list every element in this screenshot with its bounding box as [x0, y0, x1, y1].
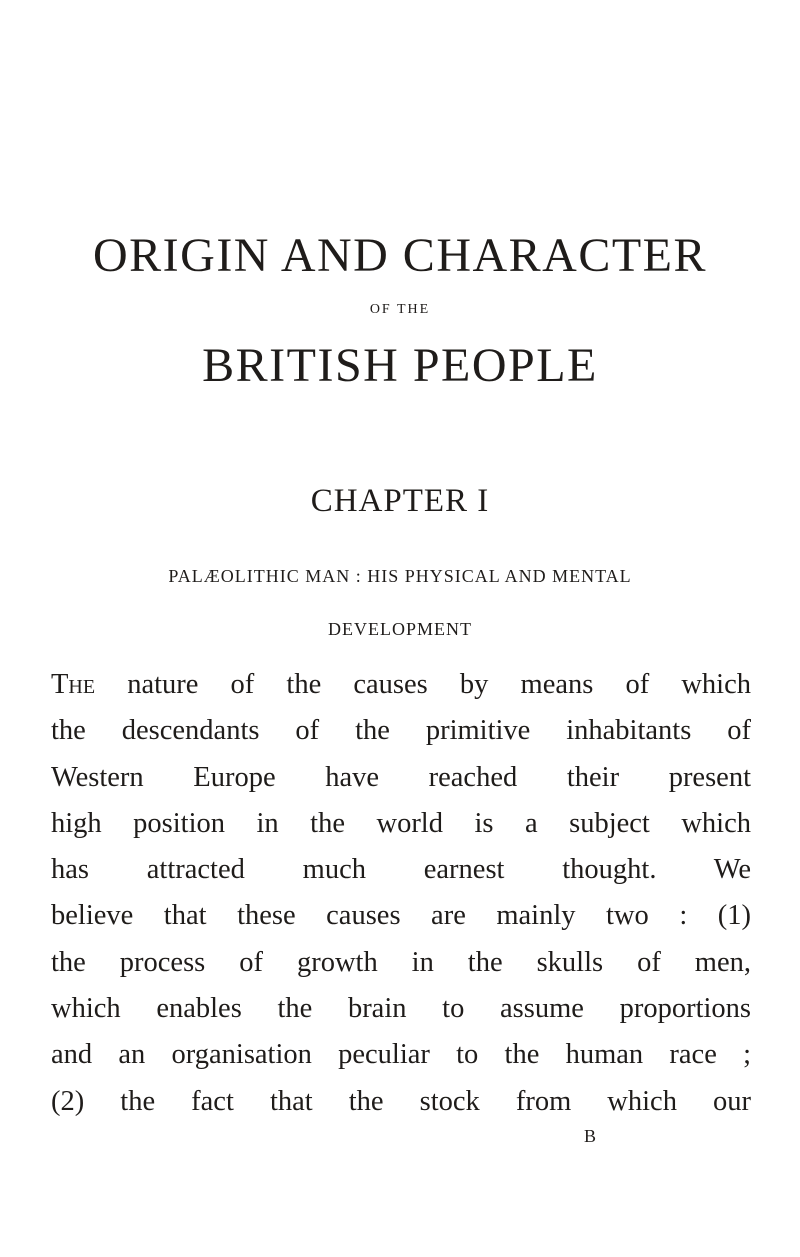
chapter-heading-line-1: PALÆOLITHIC MAN : HIS PHYSICAL AND MENTAL — [168, 566, 632, 586]
book-title: ORIGIN AND CHARACTER — [92, 229, 707, 282]
body-line: (2) the fact that the stock from which our — [51, 1085, 751, 1117]
body-line-text: nature of the causes by means of which — [95, 669, 751, 700]
title-connector: OF THE — [369, 302, 431, 317]
body-line: the descendants of the primitive inhabitants of — [51, 715, 751, 747]
body-line: high position in the world is a subject which — [51, 807, 751, 839]
signature-mark: B — [583, 1126, 596, 1146]
body-line: has attracted much earnest thought. We — [51, 854, 751, 886]
body-line: believe that these causes are mainly two : (1) — [51, 900, 751, 932]
book-subtitle: BRITISH PEOPLE — [202, 339, 598, 392]
body-line: which enables the brain to assume proportions — [51, 993, 751, 1025]
body-line: Western Europe have reached their present — [51, 761, 751, 793]
chapter-label: CHAPTER I — [310, 483, 490, 519]
body-paragraph — [51, 662, 751, 1125]
body-line — [51, 662, 751, 708]
body-line: and an organisation peculiar to the human race ; — [51, 1039, 751, 1071]
chapter-heading-line-2: DEVELOPMENT — [328, 619, 472, 639]
body-line: the process of growth in the skulls of men, — [51, 946, 751, 978]
first-word: The — [51, 669, 96, 700]
